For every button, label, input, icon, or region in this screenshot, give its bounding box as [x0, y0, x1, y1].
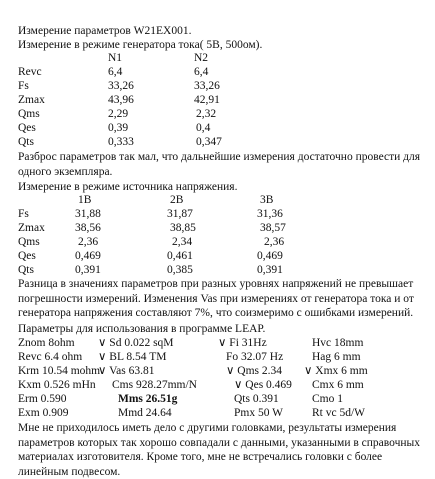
closing-paragraph: Мне не приходилось иметь дело с другими головками, результаты измерения параметров которых так хорошо совпадали с данными, указанными в справочных материалах изготовителя. Кроме того, мне не встречались головки с более линейным подвесом.: [18, 422, 420, 478]
row-label: Qes: [18, 122, 36, 134]
param: Erm 0.590: [18, 393, 67, 405]
param: Rt vc 5d/W: [312, 407, 366, 419]
cell: 2,34: [172, 236, 193, 248]
cell: 33,26: [108, 80, 134, 92]
row-label: Qts: [18, 264, 34, 276]
param: Cmx 6 mm: [312, 379, 364, 391]
cell: 0,4: [196, 122, 211, 134]
row-label: Qts: [18, 136, 34, 148]
param: Cms 928.27mm/N: [112, 379, 197, 391]
section-voltage-heading: Измерение в режиме источника напряжения.: [18, 181, 238, 193]
param: ∨ Sd 0.022 sqM: [98, 337, 174, 349]
section-leap-heading: Параметры для использования в программе LEAP.: [18, 323, 266, 335]
cell: 0,39: [108, 122, 129, 134]
row-label: Zmax: [18, 94, 45, 106]
row-label: Fs: [18, 80, 29, 92]
param: Exm 0.909: [18, 407, 69, 419]
row-label: Revc: [18, 66, 42, 78]
col-header-1v: 1В: [78, 194, 92, 206]
cell: 6,4: [108, 66, 123, 78]
cell: 31,87: [167, 208, 193, 220]
cell: 38,56: [75, 222, 101, 234]
param: Qts 0.391: [234, 393, 279, 405]
param: Fo 32.07 Hz: [226, 351, 284, 363]
col-header-n1: N1: [108, 52, 123, 64]
param: ∨ Xmx 6 mm: [304, 365, 368, 377]
param: Revc 6.4 ohm: [18, 351, 83, 363]
doc-title: Измерение параметров W21EX001.: [18, 25, 192, 37]
param: Hag 6 mm: [312, 351, 361, 363]
param: ∨ BL 8.54 TM: [98, 351, 167, 363]
param-mms: Mms 26.51g: [118, 393, 178, 405]
cell: 42,91: [194, 94, 220, 106]
cell: 2,36: [264, 236, 285, 248]
note-spread: Разброс параметров так мал, что дальнейшие измерения достаточно провести для одного экземпляра.: [18, 151, 421, 178]
cell: 0,469: [75, 250, 101, 262]
param: Pmx 50 W: [234, 407, 283, 419]
row-label: Qes: [18, 250, 36, 262]
cell: 31,36: [257, 208, 283, 220]
cell: 0,391: [257, 264, 283, 276]
param: ∨ Vas 63.81: [98, 365, 155, 377]
note-differences: Разница в значениях параметров при разных уровнях напряжений не превышает погрешности измерений. Изменения Vas при измерениях от генератора тока и от генератора напряжения составляют 7%, что соизмеримо с ошибками измерений.: [18, 278, 414, 319]
section-generator-heading: Измерение в режиме генератора тока( 5В, 500ом).: [18, 39, 263, 51]
cell: 38,85: [170, 222, 196, 234]
col-header-n2: N2: [194, 52, 209, 64]
cell: 33,26: [194, 80, 220, 92]
cell: 0,461: [167, 250, 193, 262]
param: Znom 8ohm: [18, 337, 75, 349]
param: Krm 10.54 mohm: [18, 365, 101, 377]
cell: 2,32: [196, 108, 217, 120]
cell: 31,88: [75, 208, 101, 220]
col-header-3v: 3В: [260, 194, 274, 206]
row-label: Qms: [18, 236, 40, 248]
cell: 0,333: [108, 136, 134, 148]
cell: 6,4: [194, 66, 209, 78]
cell: 2,36: [78, 236, 99, 248]
param: Mmd 24.64: [118, 407, 172, 419]
cell: 0,391: [75, 264, 101, 276]
row-label: Zmax: [18, 222, 45, 234]
cell: 0,347: [196, 136, 222, 148]
param: Hvc 18mm: [312, 337, 364, 349]
cell: 38,57: [260, 222, 286, 234]
cell: 0,469: [257, 250, 283, 262]
param: Kxm 0.526 mHn: [18, 379, 96, 391]
cell: 0,385: [167, 264, 193, 276]
param: ∨ Qms 2.34: [226, 365, 283, 377]
param: Cmo 1: [312, 393, 343, 405]
col-header-2v: 2В: [170, 194, 184, 206]
param: ∨ Fi 31Hz: [218, 337, 267, 349]
param: ∨ Qes 0.469: [234, 379, 292, 391]
row-label: Qms: [18, 108, 40, 120]
row-label: Fs: [18, 208, 29, 220]
cell: 2,29: [108, 108, 129, 120]
cell: 43,96: [108, 94, 134, 106]
